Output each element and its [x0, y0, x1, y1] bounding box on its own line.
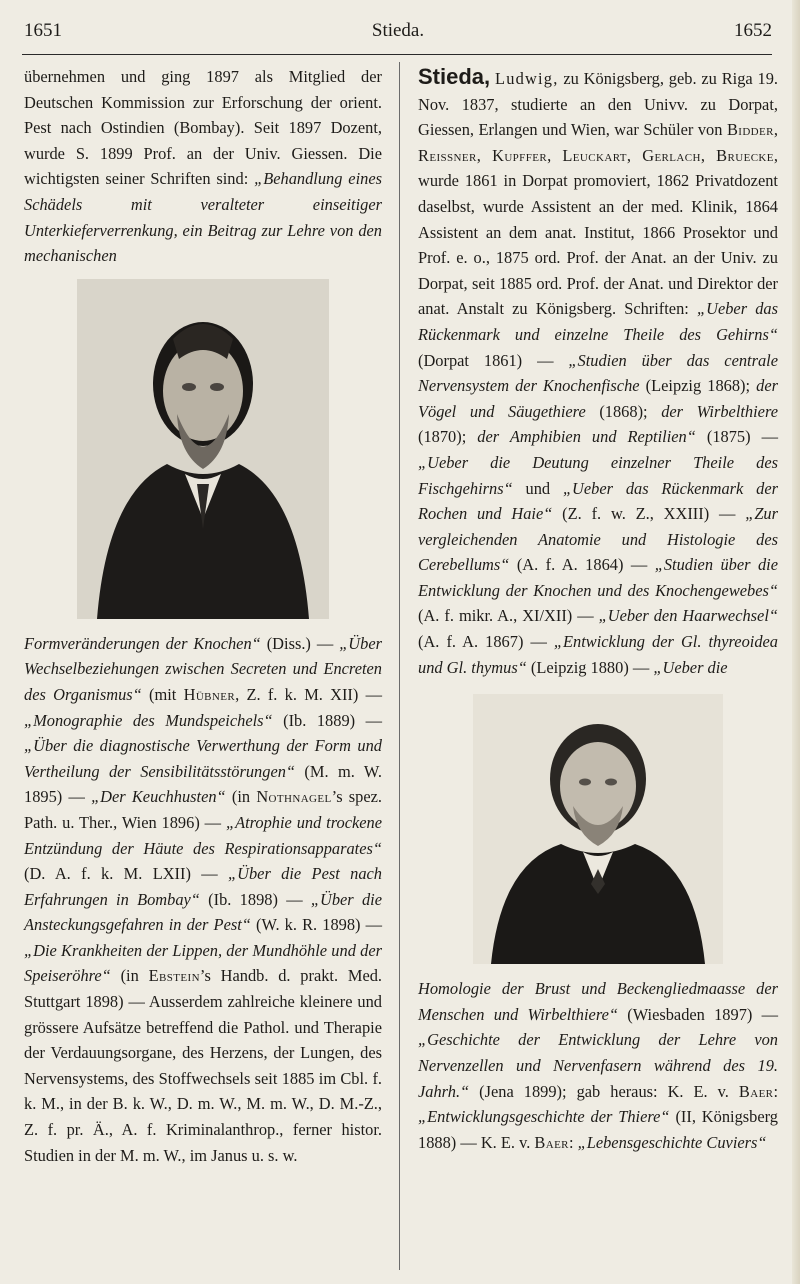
- author-name: Ebstein: [148, 966, 200, 986]
- author-name: Gerlach: [642, 145, 701, 165]
- page-number-right: 1652: [734, 20, 772, 41]
- title-run: „Über die Pest nach Erfahrungen in Bombay“: [24, 864, 382, 909]
- text-run: (1868);: [585, 401, 662, 421]
- text-run: :: [773, 1081, 778, 1101]
- author-name: Nothnagel: [256, 787, 332, 807]
- text-run: (Ib. 1898) —: [199, 889, 311, 909]
- text-run: (1870);: [418, 427, 478, 447]
- title-run: Homologie der Brust und Beckengliedmaasse der Menschen und Wirbelthiere“: [418, 979, 778, 1024]
- text-run: ’s spez. Path. u. Ther., Wien 1896) —: [24, 787, 383, 832]
- text-run: (1875) —: [695, 427, 778, 447]
- title-run: Formveränderungen der Knochen“: [24, 633, 261, 653]
- entry-given-name: Ludwig,: [495, 69, 559, 88]
- text-run: (II, Königsberg 1888) — K. E. v.: [418, 1107, 778, 1152]
- title-run: „Der Keuchhusten“: [91, 787, 226, 807]
- text-run: , Z. f. k. M. XII) —: [235, 684, 382, 704]
- author-name: Hübner: [183, 684, 236, 704]
- author-name: Bidder: [726, 120, 774, 140]
- page-number-left: 1651: [24, 20, 62, 41]
- text-run: (in: [225, 787, 257, 807]
- text-run: (Leipzig 1868);: [639, 376, 757, 396]
- page-edge: [792, 0, 800, 1284]
- title-run: „Entwicklung der Gl. thyreoidea und Gl. thymus“: [418, 632, 778, 677]
- text-run: (Dorpat 1861) —: [418, 350, 569, 370]
- left-text-after-portrait: [24, 631, 382, 1168]
- text-run: ,: [700, 145, 717, 165]
- author-name: Baer: [738, 1081, 774, 1101]
- text-run: :: [568, 1132, 578, 1152]
- text-run: (D. A. f. k. M. LXII) —: [24, 864, 229, 884]
- title-run: „Ueber das Rückenmark und einzelne Theile des Gehirns“: [418, 299, 778, 344]
- text-run: und: [512, 478, 563, 498]
- portrait-photo-right: [473, 694, 723, 964]
- author-name: Baer: [534, 1132, 569, 1152]
- title-run: „Lebensgeschichte Cuviers“: [577, 1132, 767, 1152]
- text-run: ’s Handb. d. prakt. Med. Stuttgart 1898) — Ausserdem zahlreiche kleinere und grössere Aufsätze betreffend die Pathol. und Therapie der Verdauungsorgane, des Herzens, der Lungen, des Nervensystems, des Stoffwechsels seit 1885 im Cbl. f. k. M., in der B. k. W., D. m. W., M. m. W., D. M.-Z., Z. f. pr. Ä., A. f. Kriminalanthrop., ferner histor. Studien in der M. m. W., im Janus u. s. w.: [24, 966, 383, 1165]
- running-head: Stieda.: [371, 20, 425, 41]
- text-run: (Ib. 1889) —: [272, 710, 382, 730]
- left-text-before-portrait: [24, 64, 382, 269]
- entry-stieda: [418, 64, 778, 680]
- title-run: „Behandlung eines Schädels mit veralteter einseitiger Unterkieferverrenkung, ein Beitrag zur Lehre von den mechanischen: [24, 169, 382, 266]
- text-run: (Jena 1899); gab heraus: K. E. v.: [469, 1081, 739, 1101]
- entry-headword: Stieda,: [418, 64, 491, 89]
- title-run: der Wirbelthiere: [661, 401, 778, 421]
- text-run: (W. k. R. 1898) —: [250, 915, 383, 935]
- portrait-photo-left: [77, 279, 329, 619]
- title-run: „Monographie des Mundspeichels“: [24, 710, 273, 730]
- text-run: (A. f. A. 1867) —: [418, 632, 554, 652]
- left-column: [24, 64, 382, 1168]
- text-run: (in: [110, 966, 149, 986]
- column-divider: [399, 62, 400, 1270]
- title-run: „Zur vergleichenden Anatomie und Histologie des Cerebellums“: [418, 504, 779, 575]
- title-run: „Studien über die Entwicklung der Knochen und des Knochengewebes“: [418, 555, 779, 600]
- title-run: „Entwicklungsgeschichte der Thiere“: [418, 1107, 670, 1127]
- title-run: „Ueber die Deutung einzelner Theile des Fischgehirns“: [418, 452, 778, 498]
- title-run: „Über die diagnostische Verwerthung der Form und Vertheilung der Sensibilitätsstörungen“: [24, 736, 382, 781]
- right-text-after-portrait: [418, 976, 778, 1155]
- author-name: Reissner: [418, 145, 477, 165]
- text-run: (Leipzig 1880) —: [526, 657, 654, 677]
- text-run: (Z. f. w. Z., XXIII) —: [552, 504, 746, 524]
- title-run: „Über Wechselbeziehungen zwischen Secreten und Encreten des Organismus“: [24, 633, 382, 704]
- title-run: der Amphibien und Reptilien“: [477, 427, 696, 447]
- text-run: (Wiesbaden 1897) —: [617, 1004, 778, 1024]
- text-run: ,: [626, 145, 643, 165]
- author-name: Leuckart: [562, 145, 627, 165]
- header-rule: [22, 54, 772, 55]
- title-run: „Geschichte der Entwicklung der Lehre von Nervenzellen und Nervenfasern während des 19. Jahrh.“: [418, 1030, 778, 1101]
- text-run: ,: [476, 145, 493, 165]
- title-run: „Ueber den Haarwechsel“: [598, 606, 778, 626]
- text-run: ,: [773, 120, 778, 140]
- title-run: „Ueber das Rückenmark der Rochen und Haie“: [418, 478, 779, 524]
- text-run: (A. f. A. 1864) —: [509, 555, 655, 575]
- text-run: (mit: [141, 684, 184, 704]
- text-run: ,: [547, 145, 563, 165]
- title-run: „Die Krankheiten der Lippen, der Mundhöhle und der Speiseröhre“: [24, 940, 382, 986]
- page-header: [24, 20, 772, 52]
- text-run: (M. m. W. 1895) —: [24, 761, 382, 807]
- title-run: der Vögel und Säugethiere: [418, 376, 778, 421]
- title-run: „Atrophie und trockene Entzündung der Häute des Respirationsapparates“: [24, 812, 382, 858]
- right-column: [418, 64, 778, 1155]
- author-name: Bruecke: [716, 145, 774, 165]
- text-run: zu Königsberg, geb. zu Riga 19. Nov. 1837, studierte an den Univv. zu Dorpat, Giessen, Erlangen und Wien, war Schüler von: [418, 69, 779, 140]
- text-run: (A. f. mikr. A., XI/XII) —: [418, 606, 599, 626]
- author-name: Kupffer: [492, 145, 548, 165]
- text-run: , wurde 1861 in Dorpat promoviert, 1862 Privatdozent daselbst, wurde Assistent an der med. Klinik, 1864 Assistent an dem anat. Institut, 1866 Prosektor und Prof. e. o., 1875 ord. Prof. der Anat. an der Univ. zu Dorpat, seit 1885 ord. Prof. der Anat. und Direktor der anat. Anstalt zu Königsberg. Schriften:: [418, 145, 778, 319]
- title-run: „Über die Ansteckungsgefahren in der Pest“: [24, 889, 382, 935]
- title-run: „Studien über das centrale Nervensystem der Knochenfische: [418, 350, 778, 396]
- text-run: übernehmen und ging 1897 als Mitglied der Deutschen Kommission zur Erforschung der orient. Pest nach Ostindien (Bombay). Seit 1897 Dozent, wurde S. 1899 Prof. an der Univ. Giessen. Die wichtigsten seiner Schriften sind:: [24, 67, 382, 189]
- title-run: „Ueber die: [653, 657, 728, 677]
- text-run: (Diss.) —: [260, 633, 340, 653]
